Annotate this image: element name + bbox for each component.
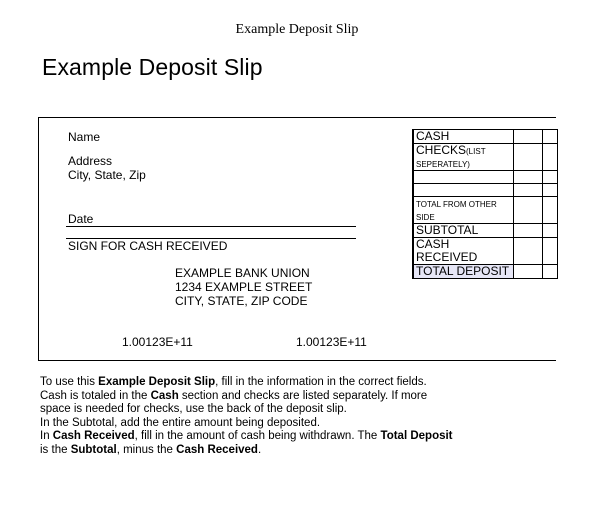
cash-amount-cell[interactable] xyxy=(513,130,542,144)
checks-label: CHECKS xyxy=(416,143,467,157)
blank-cents-cell[interactable] xyxy=(542,184,557,197)
instruction-bold: Cash xyxy=(150,389,179,402)
instruction-line xyxy=(40,430,560,444)
address-label: Address xyxy=(68,154,113,168)
total-deposit-cents-cell[interactable] xyxy=(542,265,557,279)
instruction-line: space is needed for checks, use the back of the deposit slip. xyxy=(40,403,347,416)
total-deposit-amount-cell[interactable] xyxy=(513,265,542,279)
instruction-bold: Subtotal xyxy=(70,443,117,456)
table-row xyxy=(413,130,557,144)
cash-received-cents-cell[interactable] xyxy=(542,238,557,265)
routing-number-right: 1.00123E+11 xyxy=(296,335,367,349)
table-row xyxy=(413,171,557,184)
cash-received-amount-cell[interactable] xyxy=(513,238,542,265)
table-row xyxy=(413,197,557,224)
city-state-zip-label: City, State, Zip xyxy=(68,168,146,182)
instruction-text: , fill in the amount of cash being withdrawn. The xyxy=(134,430,381,443)
table-row xyxy=(413,224,557,238)
instructions xyxy=(40,376,560,458)
name-label: Name xyxy=(68,130,101,144)
instruction-bold: Cash Received xyxy=(176,443,258,456)
subtotal-cents-cell[interactable] xyxy=(542,224,557,238)
blank-cents-cell[interactable] xyxy=(542,171,557,184)
cash-received-label: CASH RECEIVED xyxy=(413,238,513,265)
instruction-text: In xyxy=(40,430,53,443)
instruction-bold: Total Deposit xyxy=(380,430,453,443)
blank-label-cell xyxy=(413,171,513,184)
bank-name: EXAMPLE BANK UNION xyxy=(175,266,310,280)
bank-city: CITY, STATE, ZIP CODE xyxy=(175,294,308,308)
instruction-text: To use this xyxy=(40,376,99,388)
cash-cents-cell[interactable] xyxy=(542,130,557,144)
instruction-line: In the Subtotal, add the entire amount being deposited. xyxy=(40,416,321,429)
checks-amount-cell[interactable] xyxy=(513,144,542,171)
document-title: Example Deposit Slip xyxy=(42,54,263,80)
table-row xyxy=(413,238,557,265)
blank-amount-cell[interactable] xyxy=(513,184,542,197)
date-label: Date xyxy=(68,212,94,226)
total-other-side-label: TOTAL FROM OTHER SIDE xyxy=(416,200,497,222)
table-row xyxy=(413,144,557,171)
table-row xyxy=(413,184,557,197)
instruction-text: Cash is totaled in the xyxy=(40,389,151,402)
checks-note: (LIST xyxy=(466,147,486,156)
blank-amount-cell[interactable] xyxy=(513,171,542,184)
instruction-text: section and checks are listed separately. If more xyxy=(178,389,428,402)
total-other-side-cell xyxy=(413,197,513,224)
total-deposit-label: TOTAL DEPOSIT xyxy=(413,265,513,279)
instruction-text: , fill in the information in the correct fields. xyxy=(215,376,427,388)
page-header: Example Deposit Slip xyxy=(235,22,359,37)
instruction-text: . xyxy=(257,443,262,456)
table-row xyxy=(413,265,557,279)
sign-for-cash-label: SIGN FOR CASH RECEIVED xyxy=(68,239,228,253)
blank-label-cell xyxy=(413,184,513,197)
subtotal-label: SUBTOTAL xyxy=(413,224,513,238)
instruction-line xyxy=(40,376,560,390)
checks-label-cell xyxy=(413,144,513,171)
subtotal-amount-cell[interactable] xyxy=(513,224,542,238)
checks-cents-cell[interactable] xyxy=(542,144,557,171)
instruction-line xyxy=(40,390,560,404)
amount-table xyxy=(412,129,558,279)
instruction-bold: Cash Received xyxy=(52,430,135,443)
total-other-side-amount-cell[interactable] xyxy=(513,197,542,224)
total-other-side-cents-cell[interactable] xyxy=(542,197,557,224)
bank-street: 1234 EXAMPLE STREET xyxy=(175,280,313,294)
instruction-bold: Example Deposit Slip xyxy=(98,376,216,388)
cash-label: CASH xyxy=(413,130,513,144)
instruction-line xyxy=(40,444,560,458)
date-line xyxy=(66,226,356,227)
checks-note-2: SEPERATELY) xyxy=(416,160,470,169)
instruction-text: is the xyxy=(40,443,71,456)
instruction-text: , minus the xyxy=(116,443,177,456)
routing-number-left: 1.00123E+11 xyxy=(122,335,193,349)
